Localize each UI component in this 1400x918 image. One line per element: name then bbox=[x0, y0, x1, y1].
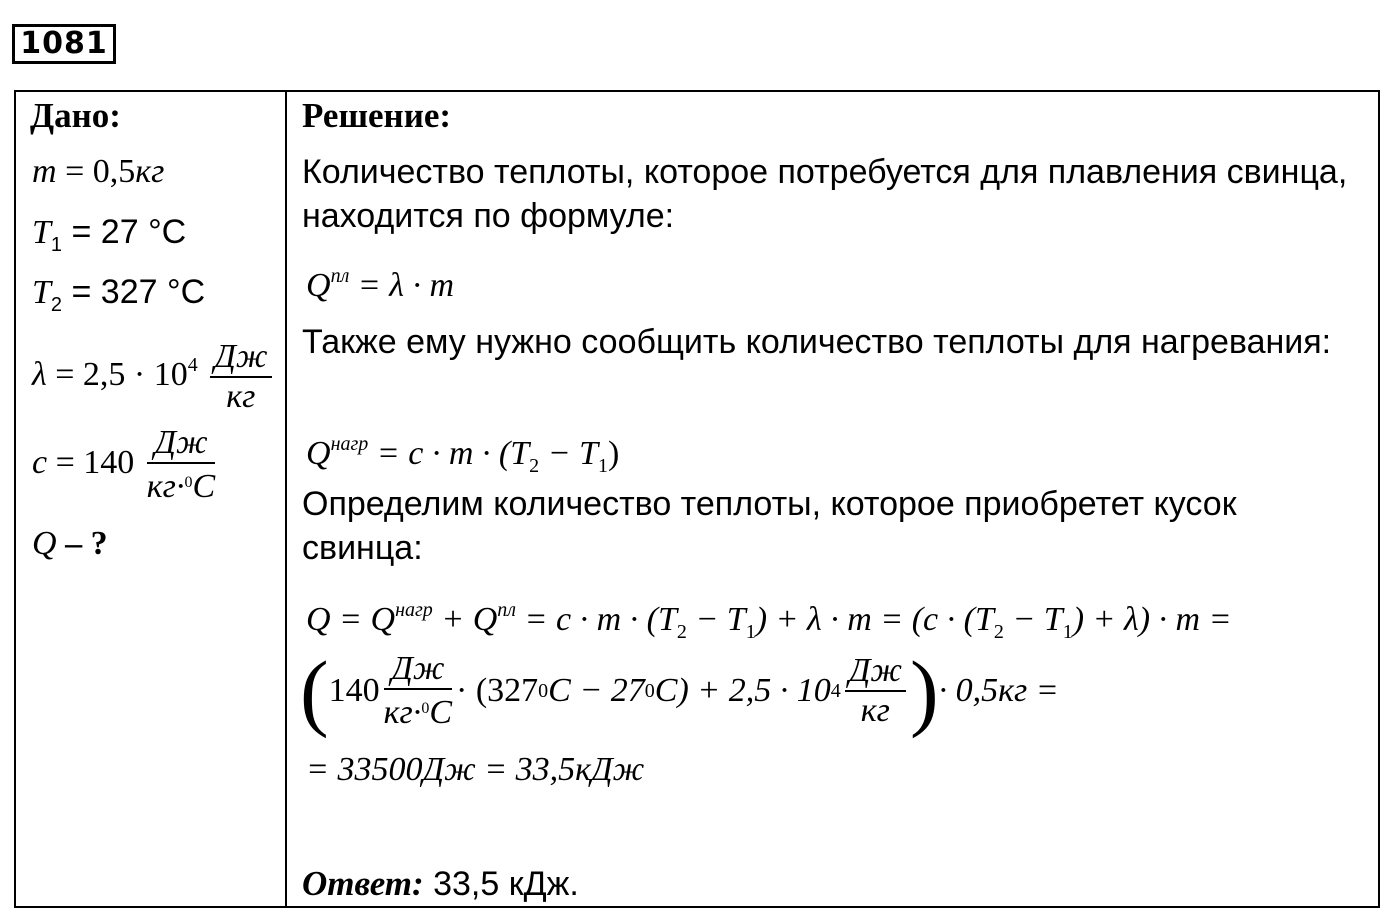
formula-melting: $Q^{пл} = \lambda \cdot m$ bbox=[306, 265, 455, 304]
formula-heating: $Q^{нагр} = c \cdot m \cdot (T_2 - T_1)$ bbox=[306, 433, 620, 477]
solution-paragraph-3: Определим количество теплоты, которое приобретет кусок свинца: bbox=[302, 485, 1237, 567]
given-mass: m = 0,5кг bbox=[32, 153, 165, 190]
answer-value: 33,5 кДж. bbox=[423, 865, 579, 903]
formula-numeric: ( 140 $\frac{Дж}{кг\cdot^0C}$ · (327 0 C − 27 0 C) + 2,5 · 10 4 $\frac{Дж}{кг}$ ) · 0,5кг = bbox=[300, 643, 1059, 739]
solution-header: Решение: bbox=[302, 96, 452, 135]
given-t1: $T_1 = 27$ °C bbox=[32, 213, 187, 256]
given-t2: $T_2 = 327$ °C bbox=[32, 273, 206, 316]
column-divider bbox=[285, 90, 287, 908]
answer-label: Ответ: bbox=[302, 864, 424, 903]
given-find: Q – ? bbox=[32, 525, 108, 562]
given-lambda: $\lambda = 2,5 \cdot 10^4$ $\frac{Дж}{кг}$ bbox=[32, 338, 276, 416]
solution-paragraph-2: Также ему нужно сообщить количество теплоты для нагревания: bbox=[302, 323, 1332, 361]
given-c: c = 140 $\frac{Дж}{кг\cdot^0C}$ bbox=[32, 424, 216, 505]
problem-number: 1081 bbox=[12, 24, 116, 64]
formula-result: = 33500Дж = 33,5кДж bbox=[306, 751, 645, 788]
answer bbox=[302, 864, 579, 905]
given-header: Дано: bbox=[30, 96, 121, 135]
formula-total: $Q = Q^{нагр} + Q^{пл} = c \cdot m \cdot (T_2 - T_1) + \lambda \cdot m = (c \cdot (T_2 - T_1) + \lambda) \cdot m$ = bbox=[306, 599, 1232, 643]
solution-paragraph-1: Количество теплоты, которое потребуется для плавления свинца, находится по формуле: bbox=[302, 153, 1348, 235]
